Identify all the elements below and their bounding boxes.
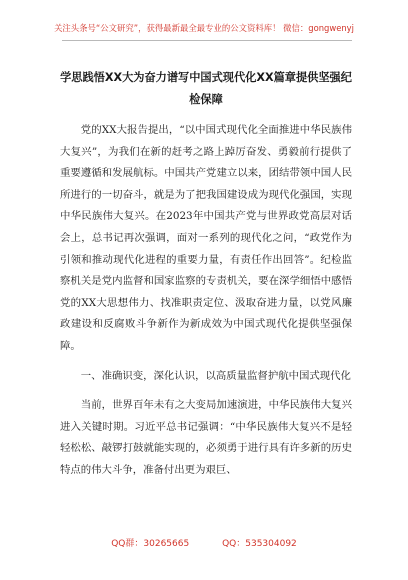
footer-qq-group: QQ群：30265665 bbox=[111, 539, 190, 549]
document-body bbox=[60, 120, 352, 490]
paragraph-intro: 党的XX大报告提出，“以中国式现代化全面推进中华民族伟大复兴”，为我们在新的赶考之路上踔厉奋发、勇毅前行提供了重要遵循和发展航标。中国共产党建立以来，团结带领中国人民所进行的一切奋斗，就是为了把我国建设成为现代化强国，实现中华民族伟大复兴。在2023年中国共产党与世界政党高层对话会上，总书记再次强调，面对一系列的现代化之问，“政党作为引领和推动现代化进程的重要力量，有责任作出回答”。纪检监察机关是党内监督和国家监察的专责机关，要在深学细悟中感悟党的XX大思想伟力、找准职责定位、汲取奋进力量，以党风廉政建设和反腐败斗争新作为新成效为中国式现代化提供坚强保障。 bbox=[60, 124, 352, 352]
header-banner: 关注头条号“公文研究”，获得最新最全最专业的公文资料库！ 微信：gongwenyj bbox=[54, 23, 354, 33]
header-divider bbox=[62, 40, 352, 41]
section-heading-one: 一、准确识变，深化认识，以高质量监督护航中国式现代化 bbox=[80, 369, 351, 382]
paragraph-section-one: 当前，世界百年未有之大变局加速演进，中华民族伟大复兴进入关键时期。习近平总书记强调：“中华民族伟大复兴不是轻轻松松、敲锣打鼓就能实现的，必须勇于进行具有许多新的历史特点的伟大斗争，准备付出更为艰巨、 bbox=[60, 399, 352, 476]
document-title: 学思践悟XX大为奋力谱写中国式现代化XX篇章提供坚强纪检保障 bbox=[60, 71, 352, 106]
footer-qq-number: QQ：535304092 bbox=[222, 539, 297, 549]
footer-contact bbox=[0, 536, 408, 549]
